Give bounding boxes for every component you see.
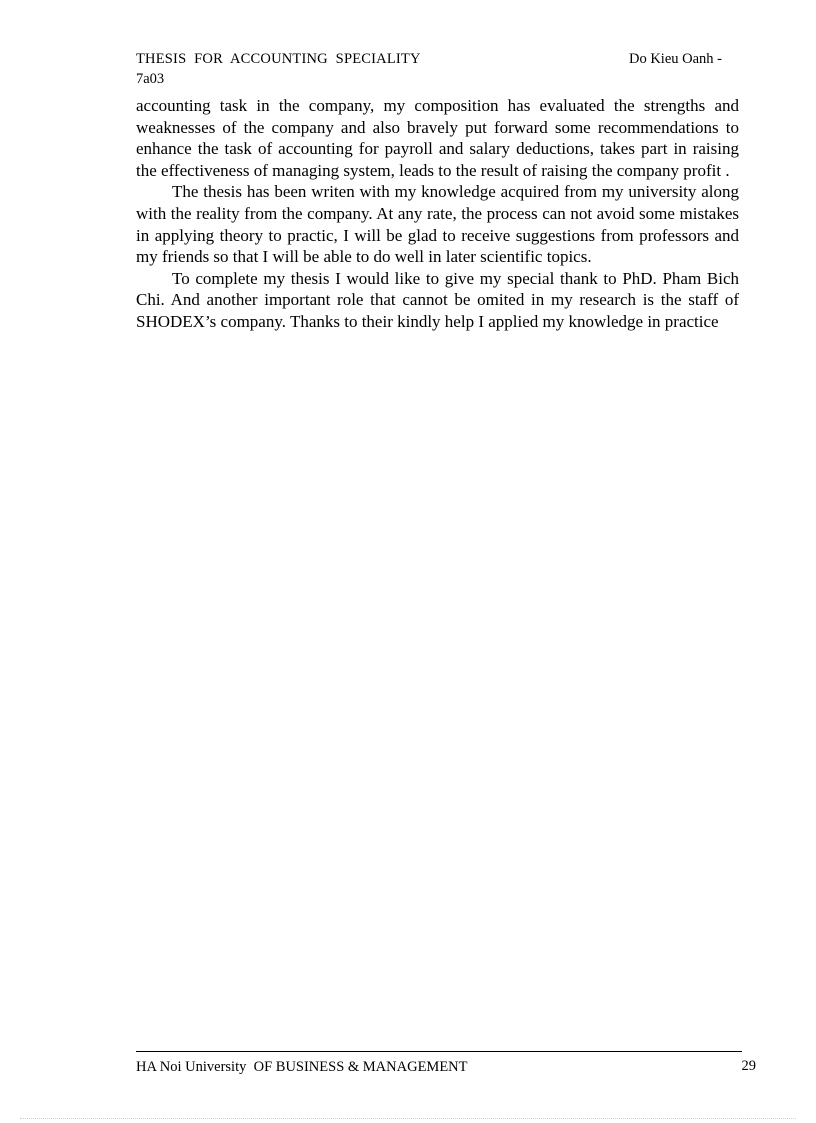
class-code: 7a03 [136,71,165,87]
thesis-title: THESIS FOR ACCOUNTING SPECIALITY [136,51,421,67]
page-footer [136,1057,756,1077]
author-name: Do Kieu Oanh - [628,51,722,67]
footer-rule [136,1051,742,1052]
paragraph-acknowledgement: To complete my thesis I would like to give my special thank to PhD. Pham Bich Chi. And another important role that cannot be omited in my research is the staff of SHODEX’s company. Thanks to their kindly help I applied my knowledge in practice [136,268,739,331]
page-number: 29 [741,1058,756,1074]
page-bottom-edge [20,1118,796,1119]
paragraph-thesis-knowledge: The thesis has been writen with my knowledge acquired from my university along with the reality from the company. At any rate, the process can not avoid some mistakes in applying theory to practic, I will be glad to receive suggestions from professors and my friends so that I will be able to do well in later scientific topics. [136,182,739,267]
paragraph-continuation: accounting task in the company, my composition has evaluated the strengths and weaknesses of the company and also bravely put forward some recommendations to enhance the task of accounting for payroll and salary deductions, takes part in raising the effectiveness of managing system, leads to the result of raising the company profit . [136,96,739,180]
body-text [136,95,739,333]
institution-name: HA Noi University OF BUSINESS & MANAGEMENT [136,1059,468,1075]
page-header [136,49,736,89]
